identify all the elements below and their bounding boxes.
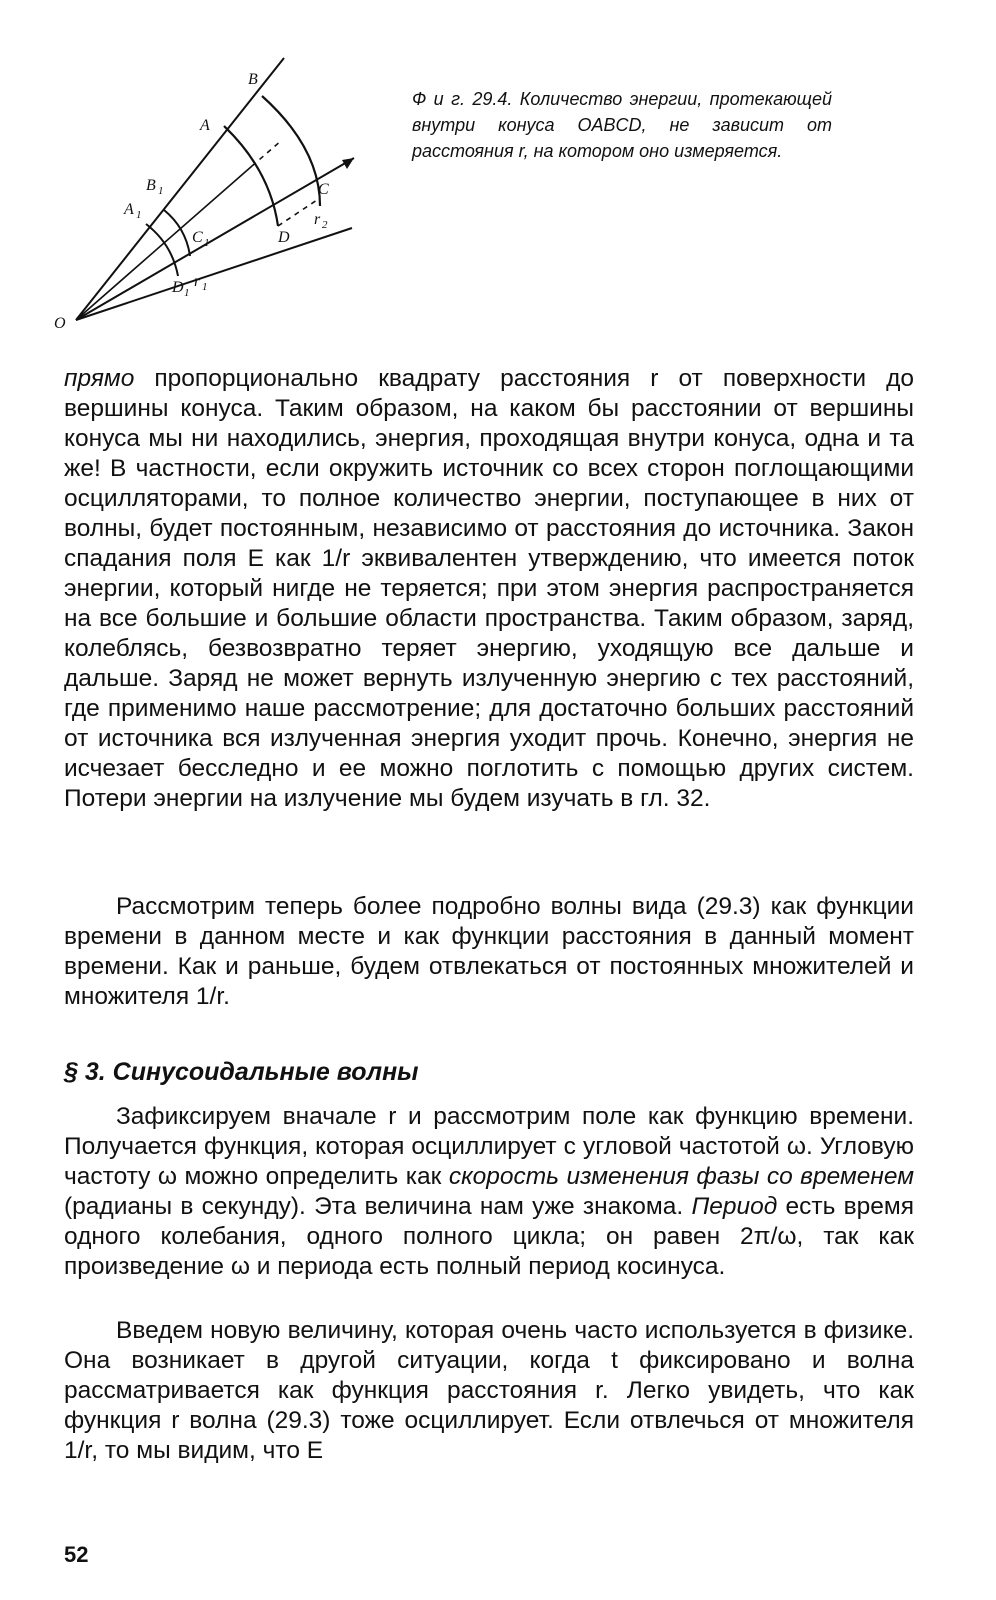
label-b: B	[248, 71, 258, 88]
section-heading: § 3. Синусоидальные волны	[64, 1058, 419, 1086]
arc-a1-d1	[146, 224, 178, 276]
paragraph-3-italic1: скорость изменения фазы со временем	[448, 1163, 914, 1190]
paragraph-1	[64, 364, 914, 814]
paragraph-2	[64, 892, 914, 1012]
figure-caption	[412, 86, 832, 164]
caption-prefix: Ф и г. 29.4.	[412, 89, 513, 109]
paragraph-4	[64, 1316, 914, 1466]
arc-b-c	[262, 96, 320, 206]
paragraph-1-lead: прямо	[64, 365, 135, 392]
label-o: O	[54, 315, 66, 332]
paragraph-3-part2: (радианы в секунду). Эта величина нам уже знакома.	[64, 1193, 692, 1220]
label-d1-sub: 1	[184, 287, 190, 299]
ray-inner-dashed	[252, 140, 282, 166]
ray-middle	[76, 158, 354, 320]
cone-figure	[52, 48, 382, 348]
label-b1: B	[146, 177, 156, 194]
label-c1-sub: 1	[204, 237, 210, 249]
paragraph-3-part1: Зафиксируем вначале r и рассмотрим поле как функцию времени. Получается функция, которая осциллирует с угловой частотой ω. Угловую частоту ω можно определить как	[64, 1103, 914, 1190]
arc-a-d	[224, 126, 278, 226]
label-r1: r	[194, 273, 201, 290]
paragraph-4-text: Введем новую величину, которая очень часто используется в физике. Она возникает в другой ситуации, когда t фиксировано и волна рассматривается как функция расстояния r. Легко увидеть, что как функция r волна (29.3) тоже осциллирует. Если отвлечься от множителя 1/r, то мы видим, что E	[64, 1317, 914, 1464]
paragraph-1-text: пропорционально квадрату расстояния r от поверхности до вершины конуса. Таким образом, на каком бы расстоянии от вершины конуса мы ни находились, энергия, проходящая внутри конуса, одна и та же! В частности, если окружить источник со всех сторон поглощающими осцилляторами, то полное количество энергии, поступающее в них от волны, будет постоянным, независимо от расстояния до источника. Закон спадания поля E как 1/r эквивалентен утверждению, что имеется поток энергии, который нигде не теряется; при этом энергия распространяется на все большие и большие области пространства. Таким образом, заряд, колеблясь, безвозвратно теряет энергию, уходящую все дальше и дальше. Заряд не может вернуть излученную энергию с тех расстояний, где применимо наше рассмотрение; для достаточно больших расстояний от источника вся излученная энергия уходит прочь. Конечно, энергия не исчезает бесследно и ее можно поглотить с помощью других систем. Потери энергии на излучение мы будем изучать в гл. 32.	[64, 365, 914, 812]
caption-text: Количество энергии, протекающей внутри конуса OABCD, не зависит от расстояния r, на котором оно измеряется.	[412, 89, 832, 161]
label-d: D	[278, 229, 290, 246]
label-r2-sub: 2	[322, 219, 328, 231]
label-a1: A	[124, 201, 134, 218]
paragraph-3-part3: есть время одного колебания, одного полного цикла; он равен 2π/ω, так как произведение ω и периода есть полный период косинуса.	[64, 1193, 914, 1280]
label-b1-sub: 1	[158, 185, 164, 197]
label-a1-sub: 1	[136, 209, 142, 221]
label-c1: C	[192, 229, 203, 246]
label-r2: r	[314, 211, 321, 228]
ray-lower	[76, 228, 352, 320]
paragraph-3-italic2: Период	[691, 1193, 778, 1220]
label-a: A	[200, 117, 210, 134]
paragraph-2-text: Рассмотрим теперь более подробно волны вида (29.3) как функции времени в данном месте и как функции расстояния в данный момент времени. Как и раньше, будем отвлекаться от постоянных множителей и множителя 1/r.	[64, 893, 914, 1010]
label-r1-sub: 1	[202, 281, 208, 293]
paragraph-3	[64, 1102, 914, 1282]
label-d1: D	[172, 279, 184, 296]
cone-diagram	[52, 48, 382, 348]
label-c: C	[318, 181, 329, 198]
page-number: 52	[64, 1542, 89, 1567]
